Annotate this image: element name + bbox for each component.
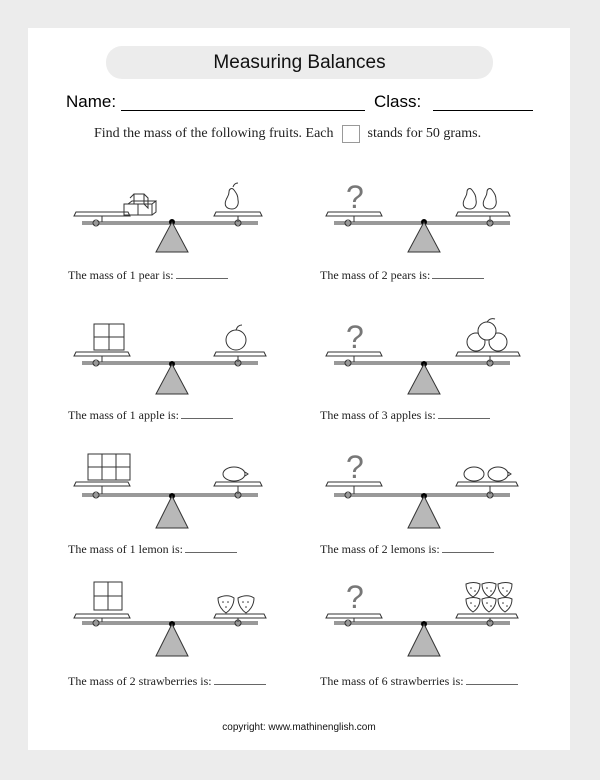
instruction-text-after: stands for 50 grams.	[367, 126, 482, 142]
name-field[interactable]	[121, 110, 365, 111]
name-label: Name:	[66, 92, 117, 111]
answer-blank[interactable]	[214, 684, 266, 685]
answer-blank[interactable]	[432, 278, 484, 279]
problem-caption: The mass of 2 pears is:	[320, 268, 484, 283]
instruction-text-before: Find the mass of the following fruits. Each	[94, 126, 334, 142]
answer-blank[interactable]	[185, 552, 237, 553]
problem-1	[68, 174, 318, 304]
question-mark: ?	[346, 580, 364, 615]
problem-caption: The mass of 6 strawberries is:	[320, 674, 518, 689]
problem-7	[68, 580, 318, 710]
question-mark: ?	[346, 449, 364, 485]
page-title: Measuring Balances	[106, 46, 493, 79]
answer-blank[interactable]	[466, 684, 518, 685]
answer-blank[interactable]	[438, 418, 490, 419]
problem-caption: The mass of 3 apples is:	[320, 408, 490, 423]
problem-caption: The mass of 2 lemons is:	[320, 542, 494, 557]
copyright-footer: copyright: www.mathinenglish.com	[222, 722, 376, 733]
problem-8	[320, 580, 570, 710]
problem-caption: The mass of 1 pear is:	[68, 268, 228, 283]
instructions	[94, 125, 514, 143]
unit-square-icon	[342, 125, 360, 143]
problem-5	[68, 448, 318, 578]
problem-caption: The mass of 2 strawberries is:	[68, 674, 266, 689]
answer-blank[interactable]	[442, 552, 494, 553]
problem-4	[320, 314, 570, 444]
question-mark: ?	[346, 179, 364, 215]
answer-blank[interactable]	[176, 278, 228, 279]
worksheet-page	[28, 28, 570, 750]
problem-6	[320, 448, 570, 578]
class-label: Class:	[374, 92, 422, 111]
problem-caption: The mass of 1 apple is:	[68, 408, 233, 423]
problem-caption: The mass of 1 lemon is:	[68, 542, 237, 557]
problem-2	[320, 174, 570, 304]
answer-blank[interactable]	[181, 418, 233, 419]
name-class-row	[66, 90, 536, 116]
class-field[interactable]	[433, 110, 533, 111]
question-mark: ?	[346, 319, 364, 355]
problem-3	[68, 314, 318, 444]
